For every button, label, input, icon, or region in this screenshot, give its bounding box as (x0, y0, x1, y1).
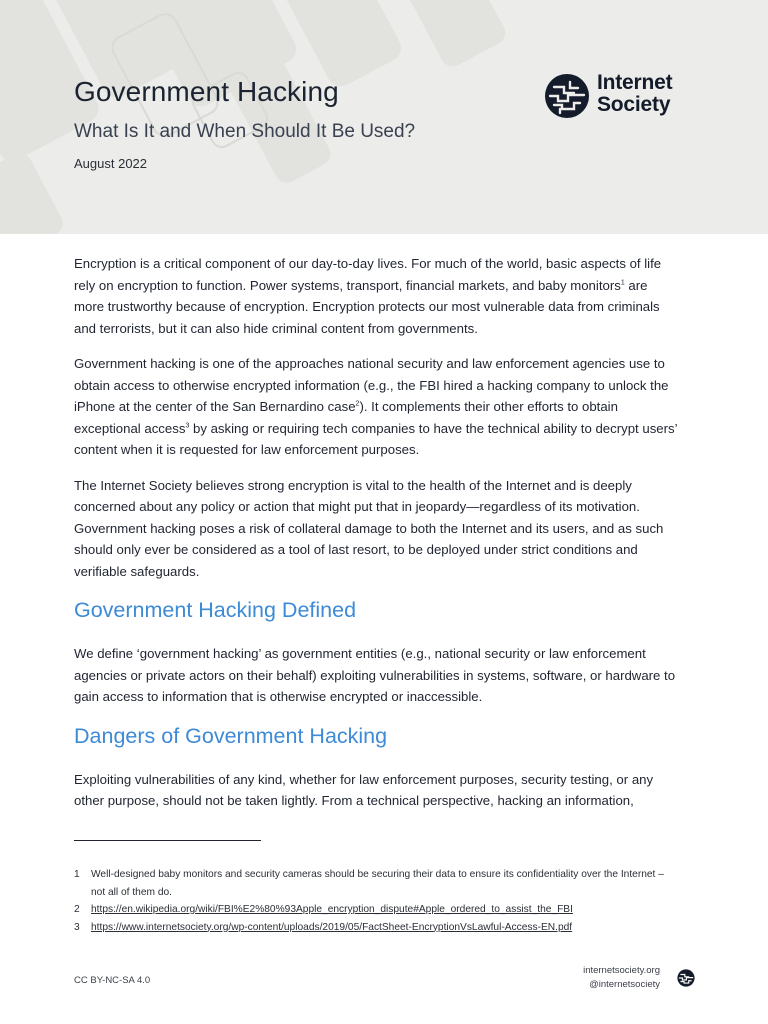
footnote-number: 3 (74, 921, 80, 933)
section-heading-defined: Government Hacking Defined (74, 598, 357, 622)
footnote-number: 2 (74, 904, 80, 915)
page-title: Government Hacking (74, 76, 339, 107)
para2-text-b: ). It complements their other efforts to obtain exceptional access (74, 399, 618, 436)
government-hacking-paragraph (74, 353, 678, 461)
definition-paragraph: We define ‘government hacking’ as government entities (e.g., national security or law enforcement agencies or private actors on their behalf) exploiting vulnerabilities in systems, software, or hardware to gain access to information that is otherwise encrypted or inaccessible. (74, 646, 676, 704)
license-label: CC BY-NC-SA 4.0 (74, 975, 151, 986)
footnote-ref-3[interactable]: 3 (185, 422, 190, 430)
footnote-link[interactable]: https://en.wikipedia.org/wiki/FBI%E2%80%93Apple_encryption_dispute#Apple_ordered_to_assist_the_FBI (91, 904, 573, 915)
footnote-1 (74, 866, 674, 901)
publication-date: August 2022 (74, 156, 148, 171)
social-handle[interactable]: @internetsociety (589, 979, 660, 990)
logo-line-1: Internet (597, 71, 673, 94)
footnote-3 (74, 919, 674, 937)
footnote-number: 1 (74, 869, 80, 880)
intro-paragraph (74, 253, 678, 339)
para2-text-c: by asking or requiring tech companies to have the technical ability to decrypt users’ content when it is requested for law enforcement purposes. (74, 420, 678, 457)
footnote-ref-2[interactable]: 2 (355, 400, 360, 408)
internet-society-globe-icon (544, 73, 590, 119)
footer-contact (583, 964, 660, 992)
footnote-2 (74, 901, 674, 919)
page-header (0, 0, 768, 234)
intro-text-b: are more trustworthy because of encryption. Encryption protects our most vulnerable data from criminals and terrorists, but it can also hide criminal content from governments. (74, 277, 660, 336)
footnote-link[interactable]: https://www.internetsociety.org/wp-content/uploads/2019/05/FactSheet-EncryptionVsLawful-Access-EN.pdf (91, 921, 573, 933)
footnote-text: Well-designed baby monitors and security cameras should be securing their data to ensure its confidentiality over the Internet – not all of them do. (91, 869, 664, 898)
intro-text-a: Encryption is a critical component of our day-to-day lives. For much of the world, basic aspects of life rely on encryption to function. Power systems, transport, financial markets, and baby monitors (74, 256, 662, 293)
logo-wordmark (597, 72, 672, 116)
dangers-paragraph: Exploiting vulnerabilities of any kind, whether for law enforcement purposes, security testing, or any other purpose, should not be taken lightly. From a technical perspective, hacking an information, (74, 771, 654, 808)
page-subtitle: What Is It and When Should It Be Used? (74, 121, 416, 142)
logo-line-2: Society (597, 93, 671, 116)
isoc-position-paragraph: The Internet Society believes strong encryption is vital to the health of the Internet and is deeply concerned about any policy or action that might put that in jeopardy—regardless of its motivation. Government hacking poses a risk of collateral damage to both the Internet and its users, and as such should only ever be considered as a tool of last resort, to be deployed under strict conditions and verifiable safeguards. (74, 477, 664, 579)
section-heading-dangers: Dangers of Government Hacking (74, 723, 388, 748)
footnote-ref-1[interactable]: 1 (620, 279, 625, 287)
footnotes (74, 866, 674, 936)
para2-text-a: Government hacking is one of the approaches national security and law enforcement agencies use to obtain access to otherwise encrypted information (e.g., the FBI hired a hacking company to unlock the iPhone at the center of the San Bernardino case (74, 356, 669, 414)
internet-society-globe-icon (677, 969, 695, 987)
website-link[interactable]: internetsociety.org (583, 965, 660, 976)
internet-society-logo[interactable] (544, 72, 694, 120)
footnote-divider (74, 840, 261, 841)
main-content (74, 253, 678, 826)
